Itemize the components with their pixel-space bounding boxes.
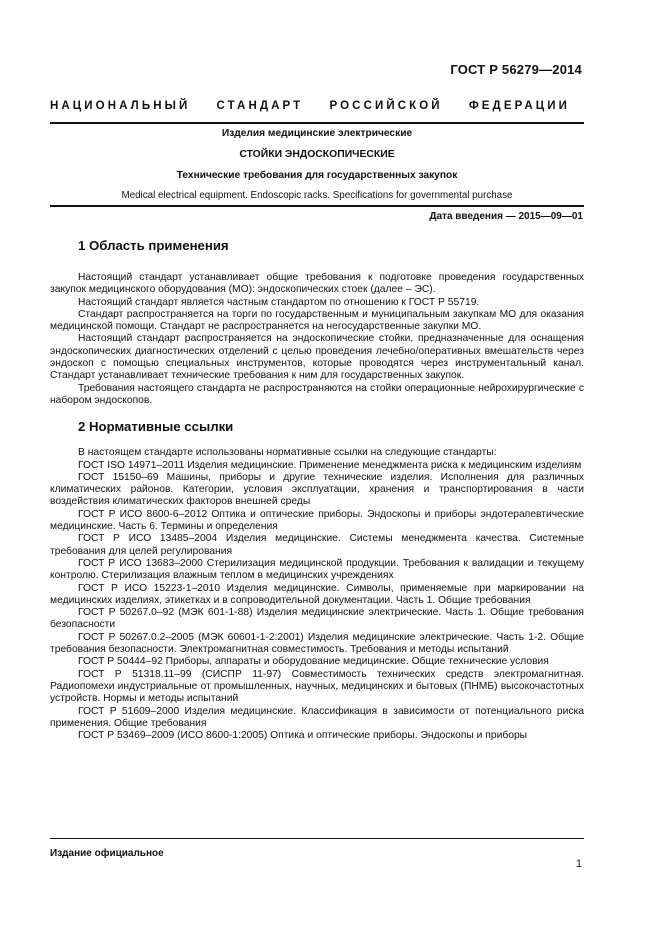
paragraph: Настоящий стандарт является частным стандартом по отношению к ГОСТ Р 55719. (78, 296, 480, 308)
title-divider (50, 205, 584, 207)
title-english: Medical electrical equipment. Endoscopic racks. Specifications for governmental purchase (121, 190, 513, 201)
paragraph: Требования настоящего стандарта не распространяются на стойки операционные нейрохирургические с набором эндоскопов. (50, 382, 584, 406)
document-body (50, 238, 584, 742)
header-divider (50, 122, 584, 124)
paragraph: Настоящий стандарт устанавливает общие требования к подготовке проведения государственных закупок медицинского оборудования (МО): эндоскопических стоек (далее – ЭС). (50, 272, 584, 296)
paragraph: Настоящий стандарт распространяется на эндоскопические стойки, предназначенные для оснащения эндоскопических диагностических отделений с целью проведения лечебно/оперативных вмешательств через эндоскоп с помощью специальных инструментов, которые проводятся через инструментальный канал. Стандарт устанавливает технические требования к ним для государственных закупок. (50, 333, 584, 382)
reference-item: ГОСТ 15150–69 Машины, приборы и другие технические изделия. Исполнения для различных климатических районов. Категории, условия эксплуатации, хранения и транспортирования в части воздействия климатических факторов внешней среды (50, 471, 584, 508)
document-code: ГОСТ Р 56279—2014 (450, 62, 582, 77)
reference-item: ГОСТ Р 53469–2009 (ИСО 8600-1:2005) Оптика и оптические приборы. Эндоскопы и приборы (78, 730, 528, 742)
reference-item: ГОСТ Р ИСО 13485–2004 Изделия медицинские. Системы менеджмента качества. Системные требования для целей регулирования (50, 533, 584, 557)
reference-item: ГОСТ Р 50267.0.2–2005 (МЭК 60601-1-2:2001) Изделия медицинские электрические. Часть 1-2. Общие требования безопасности. Электромагнитная совместимость. Требования и методы испытаний (50, 631, 584, 656)
section-2-heading: 2 Нормативные ссылки (78, 419, 234, 435)
footer-divider (50, 838, 584, 839)
paragraph: Стандарт распространяется на торги по государственным и муниципальным закупкам МО для оказания медицинской помощи. Стандарт не распространяется на негосударственные закупки МО. (50, 308, 584, 333)
page-number: 1 (575, 858, 582, 870)
reference-item: ГОСТ Р 50444–92 Приборы, аппараты и оборудование медицинские. Общие технические условия (78, 656, 549, 668)
section-1-heading: 1 Область применения (78, 238, 229, 253)
paragraph: В настоящем стандарте использованы нормативные ссылки на следующие стандарты: (78, 447, 497, 459)
title-line-2: СТОЙКИ ЭНДОСКОПИЧЕСКИЕ (239, 149, 395, 160)
reference-item: ГОСТ Р ИСО 8600-6–2012 Оптика и оптические приборы. Эндоскопы и приборы эндотерапевтические медицинские. Часть 6. Термины и определения (50, 508, 584, 533)
title-line-1: Изделия медицинские электрические (221, 128, 413, 139)
reference-item: ГОСТ Р ИСО 15223-1–2010 Изделия медицинские. Символы, применяемые при маркировании на медицинских изделиях, этикетках и в сопроводительной документации. Часть 1. Общие требования (50, 582, 584, 606)
national-standard-banner: НАЦИОНАЛЬНЫЙ СТАНДАРТ РОССИЙСКОЙ ФЕДЕРАЦИИ (50, 100, 570, 112)
section-2-text (50, 447, 584, 742)
title-line-3: Технические требования для государственных закупок (176, 170, 458, 181)
section-1-text (50, 272, 584, 407)
introduction-date: Дата введения — 2015—09—01 (429, 211, 583, 222)
edition-label: Издание официальное (50, 848, 164, 859)
reference-item: ГОСТ Р ИСО 13683–2000 Стерилизация медицинской продукции. Требования к валидации и текущему контролю. Стерилизация влажным теплом в медицинских учреждениях (50, 557, 584, 582)
reference-item: ГОСТ Р 51318.11–99 (СИСПР 11-97) Совместимость технических средств электромагнитная. Радиопомехи индустриальные от промышленных, научных, медицинских и бытовых (ПНМБ) высокочастотных устройств. Нормы и методы испытаний (50, 668, 584, 705)
reference-item: ГОСТ Р 50267.0–92 (МЭК 601-1-88) Изделия медицинские электрические. Часть 1. Общие требования безопасности (50, 607, 584, 631)
reference-item: ГОСТ Р 51609–2000 Изделия медицинские. Классификация в зависимости от потенциального риска применения. Общие требования (50, 705, 584, 729)
reference-item: ГОСТ ISO 14971–2011 Изделия медицинские. Применение менеджмента риска к медицинским изделиям (78, 459, 582, 471)
title-block (50, 127, 584, 203)
